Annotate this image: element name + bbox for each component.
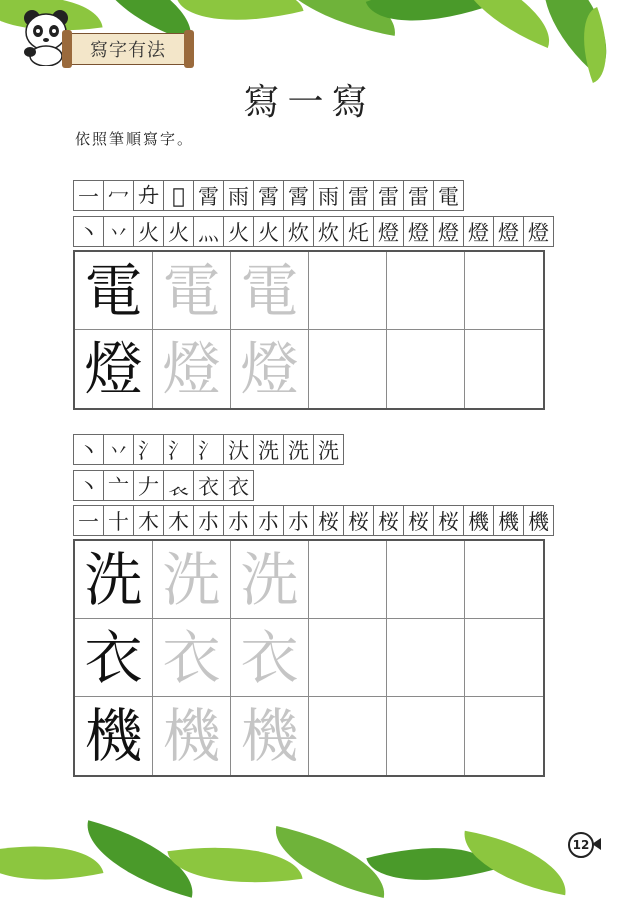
stroke-cell: 氵 bbox=[193, 434, 224, 465]
stroke-cell: 衣 bbox=[193, 470, 224, 501]
practice-model-char: 機 bbox=[75, 697, 153, 775]
stroke-cell: 電 bbox=[433, 180, 464, 211]
practice-blank-cell[interactable] bbox=[309, 252, 387, 330]
stroke-cell: 氵 bbox=[133, 434, 164, 465]
practice-trace-char: 衣 bbox=[153, 619, 231, 697]
stroke-cell: 灹 bbox=[343, 216, 374, 247]
stroke-cell: 木 bbox=[133, 505, 164, 536]
practice-trace-char: 燈 bbox=[231, 330, 309, 408]
stroke-cell: 雷 bbox=[343, 180, 374, 211]
stroke-cell: 冖 bbox=[103, 180, 134, 211]
practice-blank-cell[interactable] bbox=[309, 541, 387, 619]
practice-trace-char: 燈 bbox=[153, 330, 231, 408]
stroke-cell: 洗 bbox=[283, 434, 314, 465]
practice-trace-char: 洗 bbox=[153, 541, 231, 619]
stroke-cell: 桜 bbox=[373, 505, 404, 536]
stroke-cell: 霄 bbox=[253, 180, 284, 211]
stroke-cell: 丷 bbox=[103, 216, 134, 247]
stroke-cell: 亠 bbox=[103, 470, 134, 501]
stroke-cell: 丷 bbox=[103, 434, 134, 465]
stroke-cell: 桜 bbox=[403, 505, 434, 536]
scroll-roll-right bbox=[184, 30, 194, 68]
stroke-cell: 灬 bbox=[193, 216, 224, 247]
stroke-cell: 汏 bbox=[223, 434, 254, 465]
stroke-cell: 木 bbox=[163, 505, 194, 536]
stroke-cell: 桜 bbox=[433, 505, 464, 536]
page-title: 寫一寫 bbox=[243, 82, 376, 123]
stroke-cell: 燈 bbox=[493, 216, 524, 247]
practice-model-char: 洗 bbox=[75, 541, 153, 619]
practice-blank-cell[interactable] bbox=[309, 330, 387, 408]
stroke-cell: 燈 bbox=[463, 216, 494, 247]
stroke-cell: 火 bbox=[253, 216, 284, 247]
practice-trace-char: 電 bbox=[231, 252, 309, 330]
stroke-cell: 丶 bbox=[73, 470, 104, 501]
stroke-cell: 雨 bbox=[313, 180, 344, 211]
stroke-cell: 𠂇 bbox=[133, 470, 164, 501]
page-number: 12 bbox=[568, 832, 594, 858]
stroke-cell: 燈 bbox=[403, 216, 434, 247]
stroke-cell: 一 bbox=[73, 505, 104, 536]
stroke-cell: 𧘇 bbox=[163, 470, 194, 501]
practice-model-char: 燈 bbox=[75, 330, 153, 408]
practice-blank-cell[interactable] bbox=[465, 330, 543, 408]
practice-trace-char: 電 bbox=[153, 252, 231, 330]
stroke-order-row-yi bbox=[73, 470, 253, 501]
section-badge bbox=[68, 33, 188, 65]
stroke-cell: 桜 bbox=[343, 505, 374, 536]
stroke-cell: 雷 bbox=[373, 180, 404, 211]
practice-blank-cell[interactable] bbox=[465, 619, 543, 697]
stroke-cell: 機 bbox=[523, 505, 554, 536]
practice-trace-char: 機 bbox=[153, 697, 231, 775]
practice-trace-char: 機 bbox=[231, 697, 309, 775]
section-badge-label: 寫字有法 bbox=[90, 40, 166, 61]
stroke-cell: 機 bbox=[493, 505, 524, 536]
stroke-cell: 𠔾 bbox=[133, 180, 164, 211]
stroke-cell: 洗 bbox=[253, 434, 284, 465]
stroke-order-row-deng bbox=[73, 216, 553, 247]
stroke-cell: 朩 bbox=[223, 505, 254, 536]
practice-blank-cell[interactable] bbox=[387, 541, 465, 619]
stroke-cell: 𫜚 bbox=[163, 180, 194, 211]
practice-model-char: 衣 bbox=[75, 619, 153, 697]
stroke-cell: 霄 bbox=[283, 180, 314, 211]
stroke-cell: 洗 bbox=[313, 434, 344, 465]
stroke-cell: 火 bbox=[223, 216, 254, 247]
stroke-cell: 雷 bbox=[403, 180, 434, 211]
stroke-cell: 雨 bbox=[223, 180, 254, 211]
page-arrow-icon bbox=[592, 838, 601, 850]
stroke-cell: 丶 bbox=[73, 434, 104, 465]
stroke-cell: 丶 bbox=[73, 216, 104, 247]
stroke-order-row-xi bbox=[73, 434, 343, 465]
stroke-cell: 燈 bbox=[433, 216, 464, 247]
stroke-cell: 燈 bbox=[523, 216, 554, 247]
practice-blank-cell[interactable] bbox=[309, 697, 387, 775]
practice-blank-cell[interactable] bbox=[465, 541, 543, 619]
instruction-text: 依照筆順寫字。 bbox=[75, 130, 195, 148]
stroke-cell: 炊 bbox=[313, 216, 344, 247]
stroke-cell: 朩 bbox=[283, 505, 314, 536]
stroke-cell: 霄 bbox=[193, 180, 224, 211]
stroke-cell: 氵 bbox=[163, 434, 194, 465]
practice-grid-1 bbox=[73, 250, 545, 410]
stroke-cell: 朩 bbox=[193, 505, 224, 536]
stroke-cell: 一 bbox=[73, 180, 104, 211]
practice-blank-cell[interactable] bbox=[387, 330, 465, 408]
stroke-cell: 炊 bbox=[283, 216, 314, 247]
practice-blank-cell[interactable] bbox=[309, 619, 387, 697]
practice-blank-cell[interactable] bbox=[387, 697, 465, 775]
stroke-cell: 朩 bbox=[253, 505, 284, 536]
practice-blank-cell[interactable] bbox=[387, 619, 465, 697]
practice-trace-char: 衣 bbox=[231, 619, 309, 697]
stroke-cell: 機 bbox=[463, 505, 494, 536]
practice-blank-cell[interactable] bbox=[465, 697, 543, 775]
practice-blank-cell[interactable] bbox=[387, 252, 465, 330]
stroke-order-row-dian bbox=[73, 180, 463, 211]
stroke-cell: 桜 bbox=[313, 505, 344, 536]
practice-grid-2 bbox=[73, 539, 545, 777]
practice-blank-cell[interactable] bbox=[465, 252, 543, 330]
stroke-order-row-ji bbox=[73, 505, 553, 536]
stroke-cell: 火 bbox=[163, 216, 194, 247]
stroke-cell: 十 bbox=[103, 505, 134, 536]
practice-trace-char: 洗 bbox=[231, 541, 309, 619]
practice-model-char: 電 bbox=[75, 252, 153, 330]
stroke-cell: 衣 bbox=[223, 470, 254, 501]
stroke-cell: 火 bbox=[133, 216, 164, 247]
stroke-cell: 燈 bbox=[373, 216, 404, 247]
scroll-roll-left bbox=[62, 30, 72, 68]
